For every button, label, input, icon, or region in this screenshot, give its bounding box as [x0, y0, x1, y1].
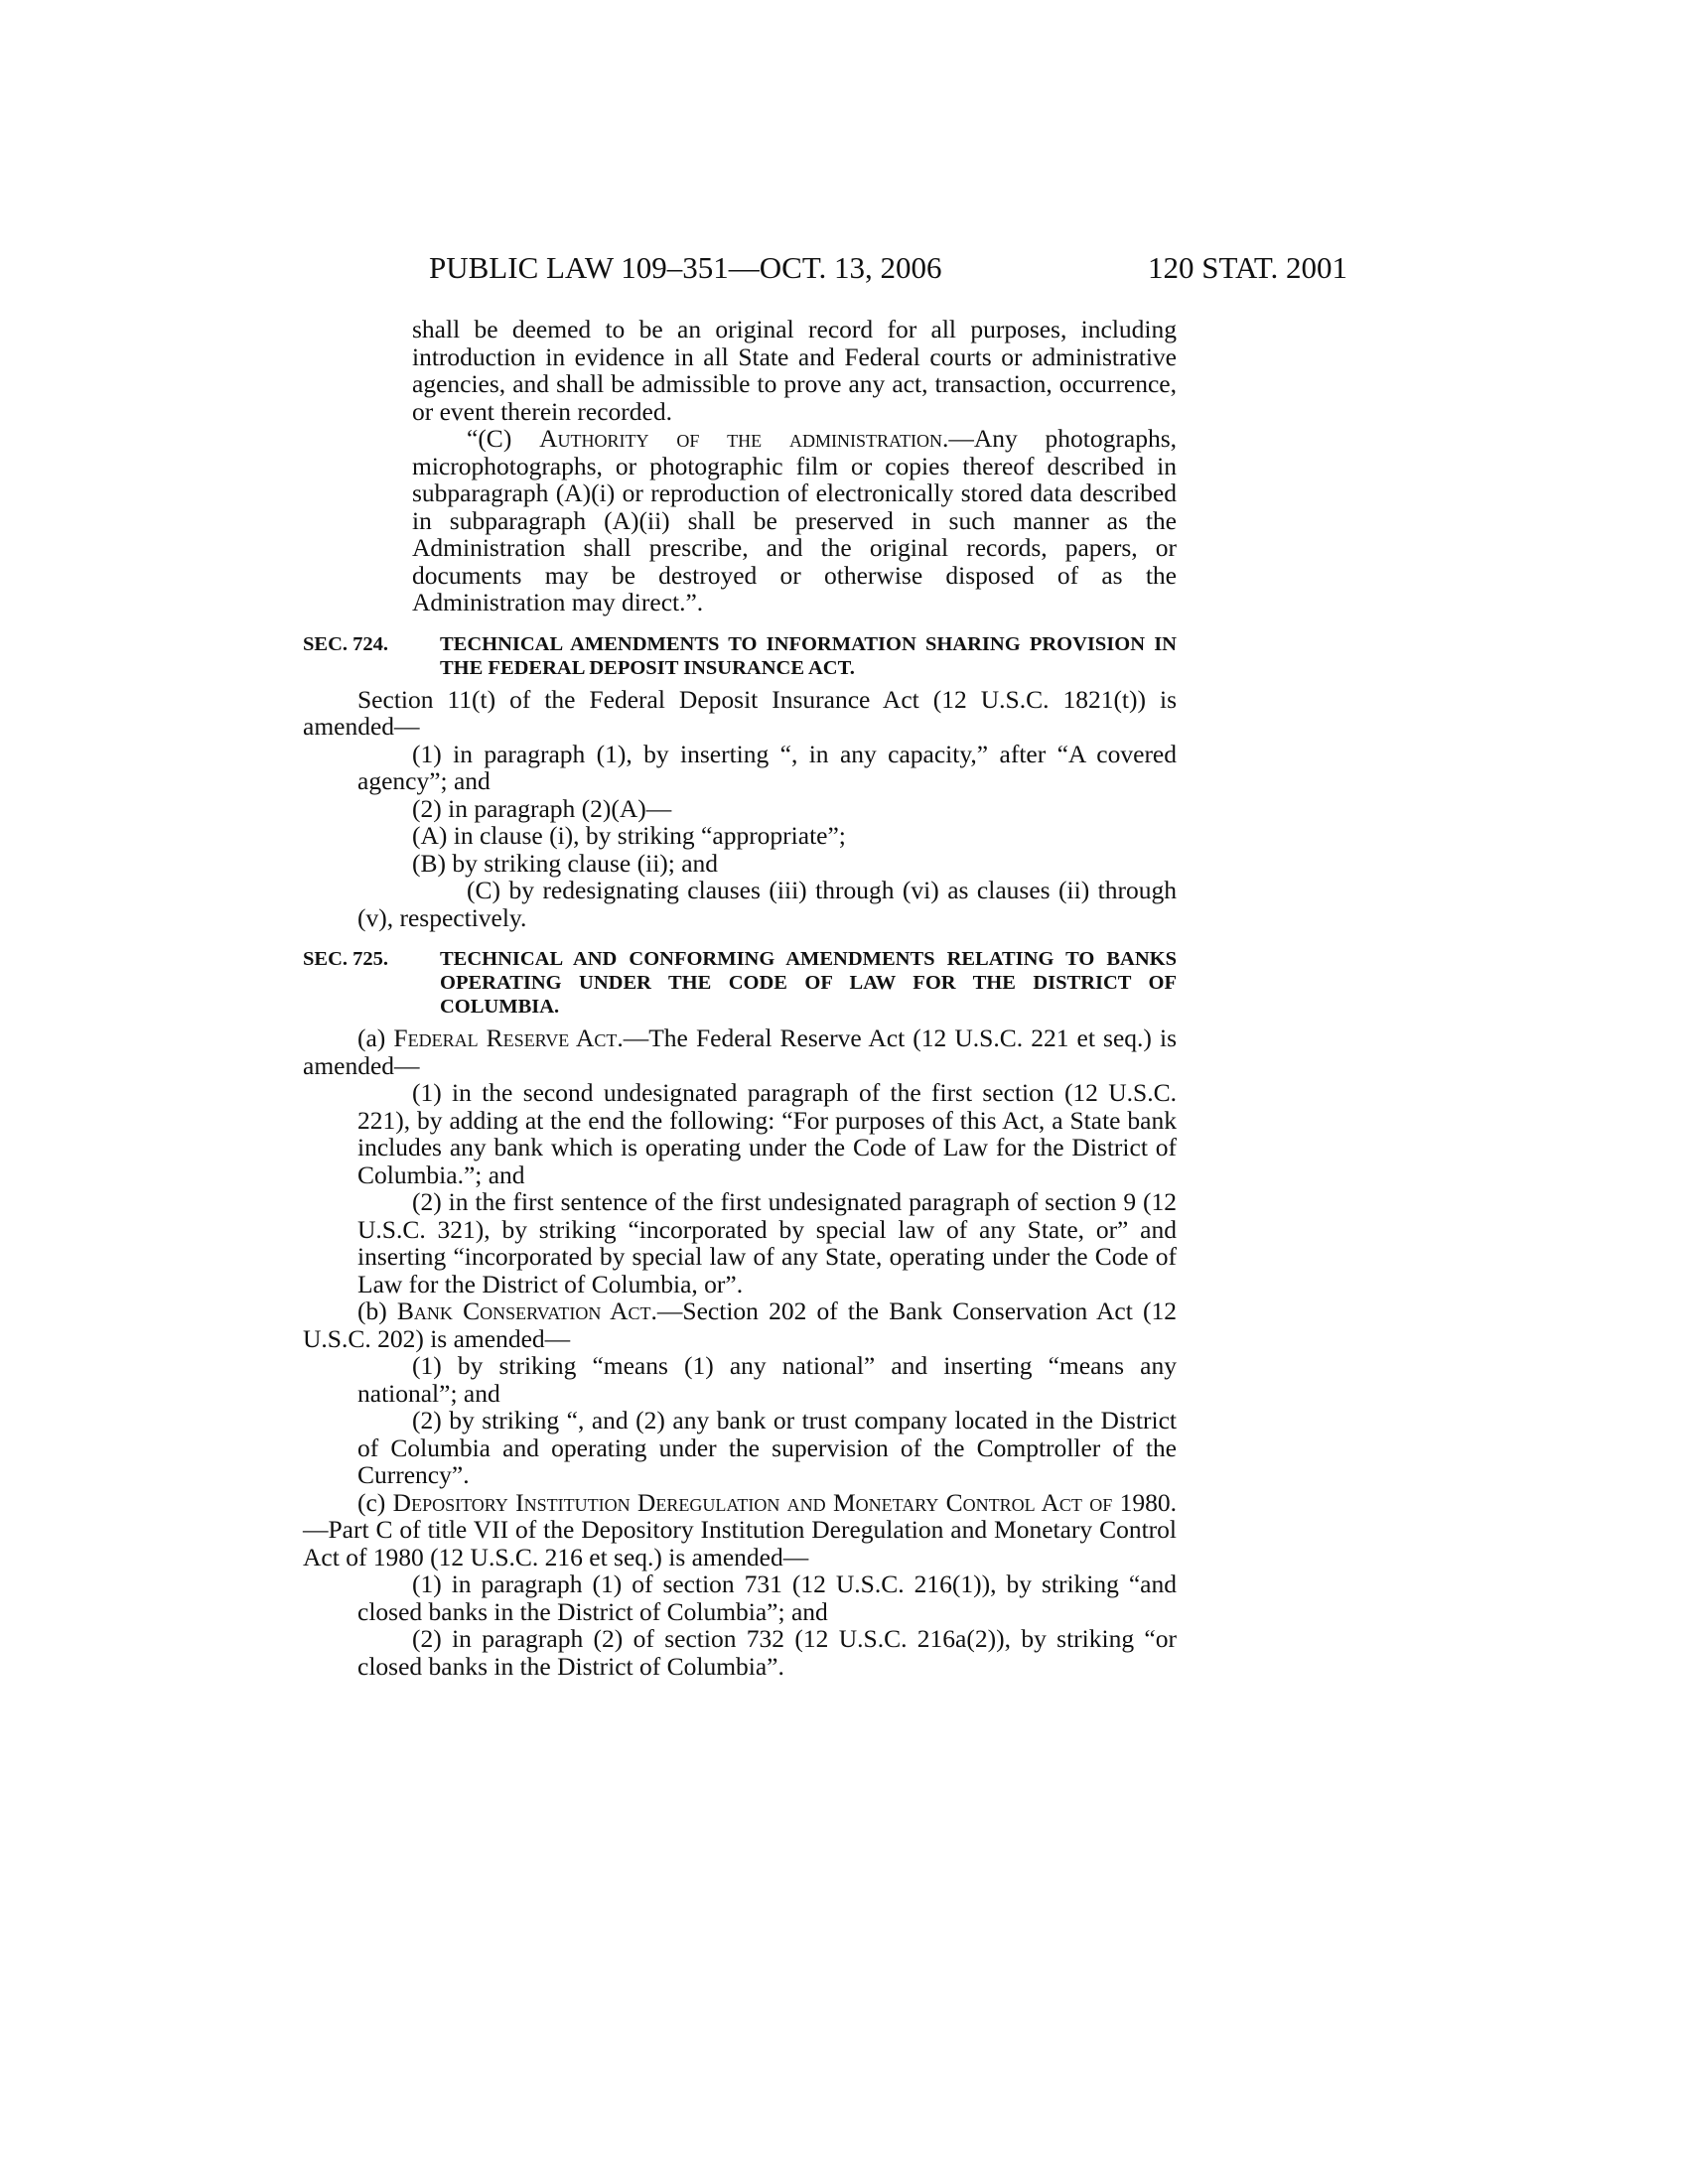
list-item: (2) by striking “, and (2) any bank or trust company located in the District of Columbia and operating under the supervision of the Comptroller of the Currency”.	[357, 1406, 1177, 1489]
paragraph-continuation: shall be deemed to be an original record for all purposes, including introduction in evidence in all State and Federal courts or administrative agencies, and shall be admissible to prove any act, transaction, occurrence, or event therein recorded.	[412, 315, 1177, 426]
subsection-c	[303, 1489, 1177, 1571]
section-intro: Section 11(t) of the Federal Deposit Insurance Act (12 U.S.C. 1821(t)) is amended—	[303, 684, 1177, 741]
paragraph-label: “(C)	[467, 424, 540, 453]
subsection-caption: Federal Reserve Act.	[393, 1024, 624, 1052]
running-head: PUBLIC LAW 109–351—OCT. 13, 2006	[429, 250, 942, 285]
subsection-text: —The Federal Reserve Act (12 U.S.C. 221 et seq.) is amended—	[303, 1024, 1178, 1080]
subsection-label: (a)	[357, 1024, 394, 1052]
page-header	[0, 250, 1688, 290]
list-item: (1) in the second undesignated paragraph of the first section (12 U.S.C. 221), by adding at the end the following: “For purposes of this Act, a State bank includes any bank which is operating under the Code of Law for the District of Columbia.”; and	[357, 1078, 1177, 1189]
list-item: (1) by striking “means (1) any national” and inserting “means any national”; and	[357, 1351, 1177, 1408]
subsection-text: —Section 202 of the Bank Conservation Act (12 U.S.C. 202) is amended—	[303, 1297, 1178, 1353]
sub-item: (B) by striking clause (ii); and	[412, 848, 719, 878]
sub-item-text: (A) in clause (i), by striking “appropriate”;	[412, 821, 846, 850]
subsection-text: —Part C of title VII of the Depository Institution Deregulation and Monetary Control Act of 1980 (12 U.S.C. 216 et seq.) is amended—	[303, 1515, 1177, 1571]
list-item: (2) in paragraph (2)(A)—	[412, 793, 672, 823]
subsection-caption: Depository Institution Deregulation and Monetary Control Act of 1980.	[392, 1487, 1177, 1517]
section-title: TECHNICAL AMENDMENTS TO INFORMATION SHARING PROVISION IN THE FEDERAL DEPOSIT INSURANCE ACT.	[440, 632, 1177, 679]
list-item: (1) in paragraph (1), by inserting “, in any capacity,” after “A covered agency”; and	[357, 739, 1177, 795]
sub-item-text: (C) by redesignating clauses (iii) through (vi) as clauses (ii) through (v), respectively.	[357, 876, 1177, 932]
page-body	[303, 316, 1177, 1680]
section-title: TECHNICAL AND CONFORMING AMENDMENTS RELATING TO BANKS OPERATING UNDER THE CODE OF LAW FOR THE DISTRICT OF COLUMBIA.	[440, 948, 1177, 1018]
list-item: (1) in paragraph (1) of section 731 (12 U.S.C. 216(1)), by striking “and closed banks in the District of Columbia”; and	[357, 1570, 1177, 1626]
subsection-caption: Bank Conservation Act.	[396, 1297, 657, 1325]
section-heading-724	[303, 632, 1177, 680]
subsection-a	[303, 1024, 1177, 1079]
subsection-label: (c)	[357, 1487, 393, 1517]
sub-item	[303, 822, 1177, 850]
list-item: (2) in paragraph (2) of section 732 (12 U.S.C. 216a(2)), by striking “or closed banks in the District of Columbia”.	[357, 1624, 1177, 1681]
sub-item	[303, 877, 1177, 931]
paragraph-authority	[303, 425, 1177, 616]
subsection-b	[303, 1297, 1177, 1352]
paragraph-caption: Authority of the administration.	[539, 424, 949, 453]
page-number: 120 STAT. 2001	[1148, 250, 1348, 285]
section-number: SEC. 724.	[303, 632, 389, 655]
section-number: SEC. 725.	[303, 948, 389, 970]
subsection-label: (b)	[357, 1297, 397, 1325]
section-heading-725	[303, 947, 1177, 1019]
paragraph-text: —Any photographs, microphotographs, or photographic film or copies thereof described in subparagraph (A)(i) or reproduction of electronically stored data described in subparagraph (A)(ii) shall be preserved in such manner as the Administration shall prescribe, and the original records, papers, or documents may be destroyed or otherwise disposed of as the Administration may direct.”.	[412, 424, 1177, 616]
list-item: (2) in the first sentence of the first undesignated paragraph of section 9 (12 U.S.C. 321), by striking “incorporated by special law of any State, or” and inserting “incorporated by special law of any State, operating under the Code of Law for the District of Columbia, or”.	[357, 1187, 1177, 1298]
